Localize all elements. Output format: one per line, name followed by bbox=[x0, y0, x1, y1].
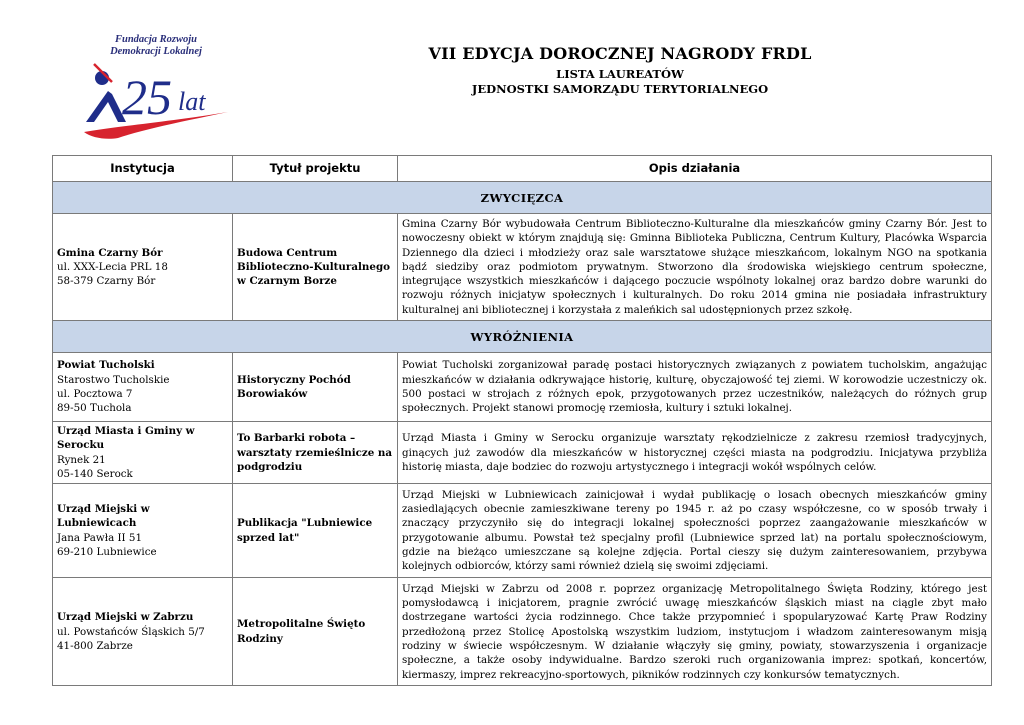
institution-address-line: 05-140 Serock bbox=[57, 467, 133, 480]
institution-address-line: Jana Pawła II 51 bbox=[57, 531, 142, 544]
table-row bbox=[53, 353, 992, 422]
institution-name: Urząd Miejski w Lubniewicach bbox=[57, 503, 150, 530]
project-title: Budowa Centrum Biblioteczno-Kulturalnego w Czarnym Borze bbox=[233, 214, 398, 321]
institution-address-line: Rynek 21 bbox=[57, 453, 106, 466]
institution-address-line: Starostwo Tucholskie bbox=[57, 373, 170, 386]
project-description: Powiat Tucholski zorganizował paradę postaci historycznych związanych z powiatem tucholskim, angażując mieszkańców w działania odkrywające historię, kulturę, obyczajowość tej ziemi. W korowodzie uczestniczy ok. 500 postaci w strojach z różnych epok, przygotowanych przez uczestników, należących do różnych grup społecznych. Projekt stanowi promocję rzemiosła, kultury i sztuki lokalnej. bbox=[398, 353, 992, 422]
logo-25-lat-graphic bbox=[78, 56, 238, 146]
table-row bbox=[53, 214, 992, 321]
project-title: Metropolitalne Święto Rodziny bbox=[233, 578, 398, 686]
project-description: Urząd Miasta i Gminy w Serocku organizuje warsztaty rękodzielnicze z zakresu rzemiosł tradycyjnych, ginących już zawodów dla mieszkańców w historycznej części miasta na podgrodziu. Inicjatywa przybliża historię miasta, daje bodziec do rozwoju artystycznego i integracji wokół wspólnych celów. bbox=[398, 422, 992, 484]
column-header-institution: Instytucja bbox=[53, 156, 233, 182]
table-row bbox=[53, 578, 992, 686]
logo-years-word: lat bbox=[178, 87, 206, 116]
institution-address-line: ul. Pocztowa 7 bbox=[57, 388, 133, 401]
logo-org-line2: Demokracji Lokalnej bbox=[110, 46, 202, 57]
institution-cell bbox=[53, 578, 233, 686]
logo-years-number: 25 bbox=[122, 69, 172, 125]
section-row-honors bbox=[53, 321, 992, 353]
document-title: VII EDYCJA DOROCZNEJ NAGRODY FRDL bbox=[428, 44, 812, 63]
document-subtitle-2: JEDNOSTKI SAMORZĄDU TERYTORIALNEGO bbox=[471, 82, 769, 96]
project-title: Historyczny Pochód Borowiaków bbox=[233, 353, 398, 422]
institution-name: Powiat Tucholski bbox=[57, 359, 155, 372]
institution-name: Urząd Miasta i Gminy w Serocku bbox=[57, 425, 195, 452]
frdl-logo bbox=[78, 34, 238, 146]
column-header-project: Tytuł projektu bbox=[233, 156, 398, 182]
section-label-winner: ZWYCIĘZCA bbox=[53, 182, 992, 214]
institution-address-line: 41-800 Zabrze bbox=[57, 639, 133, 652]
table-row bbox=[53, 422, 992, 484]
document-subtitle-1: LISTA LAUREATÓW bbox=[556, 67, 684, 81]
institution-cell bbox=[53, 422, 233, 484]
institution-cell bbox=[53, 353, 233, 422]
table-row bbox=[53, 484, 992, 578]
project-title: Publikacja "Lubniewice sprzed lat" bbox=[233, 484, 398, 578]
section-row-winner bbox=[53, 182, 992, 214]
table-header-row bbox=[53, 156, 992, 182]
project-description: Urząd Miejski w Zabrzu od 2008 r. poprzez organizację Metropolitalnego Święta Rodziny, którego jest pomysłodawcą i inicjatorem, pragnie zwrócić uwagę mieszkańców śląskich miast na ciągle zbyt mało dostrzegane wartości życia rodzinnego. Chce także przypomnieć i spopularyzować Kartę Praw Rodziny przedłożoną przez Stolicę Apostolską wszystkim ludziom, instytucjom i władzom zainteresowanym misją rodziny w świecie współczesnym. W działanie włączyły się gminy, powiaty, stowarzyszenia i organizacje społeczne, a także osoby indywidualne. Bardzo szeroki ruch organizowania imprez: spotkań, koncertów, kiermaszy, imprez rekreacyjno-sportowych, pikników rodzinnych czy konkursów tematycznych. bbox=[398, 578, 992, 686]
logo-org-name bbox=[96, 34, 216, 58]
institution-address-line: ul. Powstańców Śląskich 5/7 bbox=[57, 625, 205, 638]
institution-name: Urząd Miejski w Zabrzu bbox=[57, 611, 194, 624]
section-label-honors: WYRÓŻNIENIA bbox=[53, 321, 992, 353]
institution-cell bbox=[53, 214, 233, 321]
project-title: To Barbarki robota – warsztaty rzemieślnicze na podgrodziu bbox=[233, 422, 398, 484]
column-header-description: Opis działania bbox=[398, 156, 992, 182]
laureates-table bbox=[52, 155, 992, 686]
logo-org-line1: Fundacja Rozwoju bbox=[115, 34, 197, 45]
project-description: Gmina Czarny Bór wybudowała Centrum Biblioteczno-Kulturalne dla mieszkańców gminy Czarny Bór. Jest to nowoczesny obiekt w którym znajdują się: Gminna Biblioteka Publiczna, Centrum Kultury, Placówka Wsparcia Dziennego dla dzieci i młodzieży oraz sale warsztatowe służące mieszkańcom, lokalnym NGO na spotkania bądź siedziby oraz podmiotom prywatnym. Stworzono dla środowiska wiejskiego centrum społeczne, integrujące wszystkich mieszkańców i dającego poczucie wspólnoty lokalnej oraz bardzo dobre warunki do rozwoju różnych inicjatyw społecznych i kulturalnych. Do roku 2014 gmina nie posiadała infrastruktury kulturalnej ani bibliotecznej i korzystała z maleńkich sal udostępnionych przez szkołę. bbox=[398, 214, 992, 321]
document-header bbox=[320, 44, 920, 97]
institution-cell bbox=[53, 484, 233, 578]
institution-address-line: 69-210 Lubniewice bbox=[57, 546, 157, 559]
institution-address-line: 58-379 Czarny Bór bbox=[57, 275, 156, 288]
institution-address-line: ul. XXX-Lecia PRL 18 bbox=[57, 260, 168, 273]
project-description: Urząd Miejski w Lubniewicach zainicjował i wydał publikację o losach obecnych mieszkańców gminy zasiedlających obecnie zamieszkiwane tereny po 1945 r. aż po czasy współczesne, co w sposób trwały i znaczący przyczyniło się do integracji lokalnej społeczności poprzez zaangażowanie mieszkańców w przygotowanie albumu. Powstał też specjalny profil (Lubniewice sprzed lat) na portalu społecznościowym, gdzie na bieżąco umieszczane są kolejne zdjęcia. Portal cieszy się dużym zainteresowaniem, przybywa kolejnych odbiorców, którzy sami również dzielą się swoimi zdjęciami. bbox=[398, 484, 992, 578]
institution-name: Gmina Czarny Bór bbox=[57, 246, 163, 259]
institution-address-line: 89-50 Tuchola bbox=[57, 402, 132, 415]
